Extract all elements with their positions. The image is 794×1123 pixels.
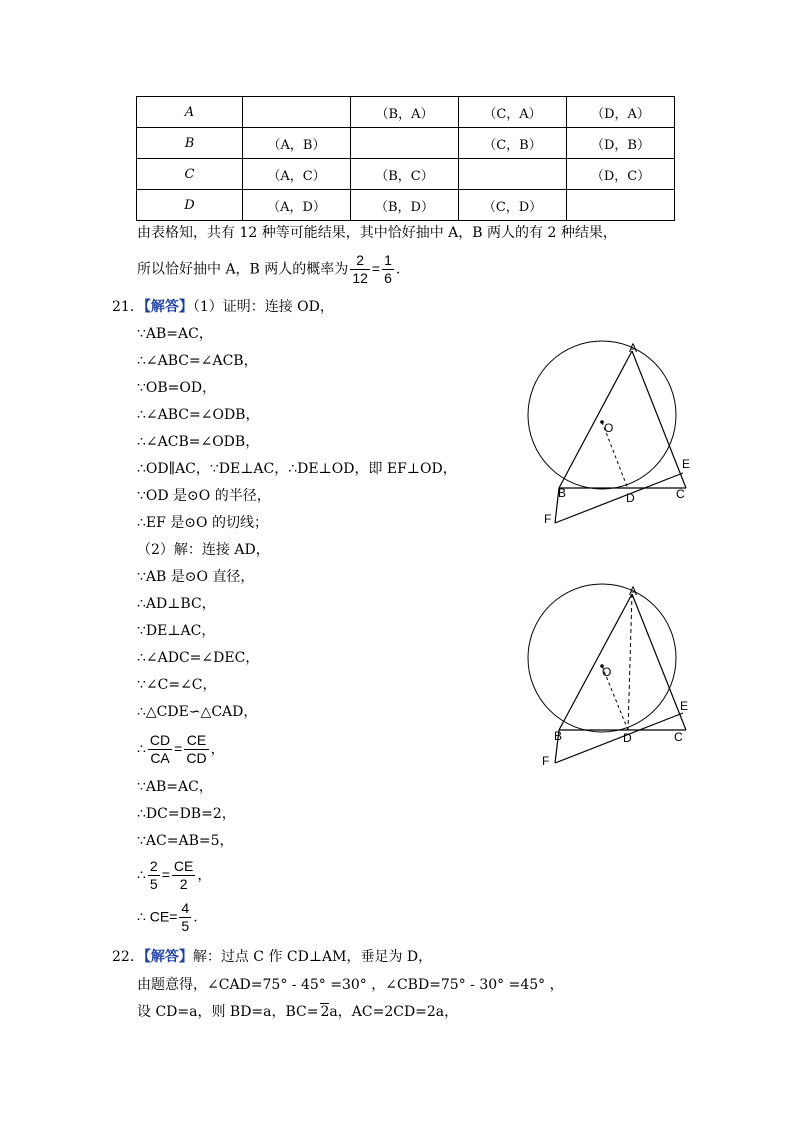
segment-ac [632,351,686,488]
fraction-cd-ca [148,732,172,767]
proof-step: ∴OD∥AC，∵DE⊥AC，∴DE⊥OD，即 EF⊥OD， [137,461,457,477]
label-b: B [554,729,563,743]
fraction-numerator: CE [184,732,208,750]
table-cell: （A，B） [243,128,351,159]
proof-step: ∵AB=AC， [137,779,213,795]
row-header-cell: D [137,190,243,221]
comma: ， [197,867,212,884]
proof-step: ∴∠ABC=∠ODB， [137,407,260,423]
fraction-denominator: CD [186,750,207,766]
label-c: C [674,730,683,744]
ratio-cd-ca [137,732,225,767]
segment-ac [632,594,689,730]
table-cell: （B，A） [351,97,459,128]
table-row [137,159,675,190]
segment-ab [559,351,632,488]
answer-tag: 【解答】 [143,949,193,965]
fraction-denominator: CA [150,750,170,766]
segment-ab [559,594,632,730]
table-cell: （D，A） [567,97,675,128]
fraction-numerator: CE [173,858,194,874]
fraction-numerator: 1 [384,252,392,268]
proof-step: ∴∠ABC=∠ACB， [137,353,258,369]
proof-step: ∵DE⊥AC， [137,623,216,639]
equals-sign: = [371,260,381,277]
probability-sentence [137,252,400,287]
proof-step: ∵AC=AB=5， [137,833,234,849]
q22-intro: 解：过点 C 作 CD⊥AM，垂足为 D， [192,949,433,965]
sqrt-2: 2 [320,1004,330,1020]
table-cell [459,159,567,190]
circle-o [528,341,676,489]
table-cell: （C，A） [459,97,567,128]
therefore-sign: ∴ [137,867,146,884]
proof-step: ∴EF 是⊙O 的切线； [137,515,268,531]
proof-step: ∴DC=DB=2， [137,806,236,822]
table-cell: （C，B） [459,128,567,159]
fraction-1-6 [382,252,394,287]
fraction-denominator: 12 [352,270,368,286]
ce-equals: ∴ CE= [137,908,178,925]
proof-step: ∵AB=AC， [137,326,213,342]
figure-2-circle-tangent [520,582,700,772]
proof-step: ∴∠ADC=∠DEC， [137,650,260,666]
table-row [137,97,675,128]
table-cell: （D，B） [567,128,675,159]
label-f: F [542,754,550,768]
answer-tag: 【解答】 [143,299,193,315]
row-header-cell: B [137,128,243,159]
fraction-numerator: 2 [350,252,370,270]
label-d: D [623,731,632,745]
question-21-heading [112,296,334,316]
fraction-ce-2 [172,858,195,893]
table-cell [351,128,459,159]
q22-angles: 由题意得，∠CAD=75° - 45° =30° ，∠CBD=75° - 30° =45° ， [137,977,564,993]
fraction-denominator: 5 [149,876,158,892]
proof-step: ∴△CDE∽△CAD， [137,704,258,720]
line-ef [555,473,683,523]
question-number: 22． [112,949,144,965]
table-cell [243,97,351,128]
fraction-numerator: 4 [181,900,190,916]
table-cell: （C，D） [459,190,567,221]
label-a: A [629,584,638,598]
row-header-cell: A [137,97,243,128]
fraction-numerator: 2 [149,858,158,874]
proof-step: ∴∠ACB=∠ODB， [137,434,260,450]
table-cell: （A，D） [243,190,351,221]
question-22-heading [112,946,432,966]
fraction-denominator: 5 [181,918,190,934]
outcome-table [136,96,675,221]
label-e: E [680,699,689,713]
q22-lengths [137,1001,458,1021]
circle-o [528,584,676,732]
table-row [137,190,675,221]
proof-step: ∵∠C=∠C， [137,677,217,693]
table-cell: （D，C） [567,159,675,190]
q22-lengths-a: 设 CD=a，则 BD=a，BC= [137,1004,319,1020]
table-cell: （A，C） [243,159,351,190]
fraction-4-5 [179,900,191,935]
label-b: B [558,486,567,500]
label-e: E [682,457,691,471]
fraction-ce-cd [184,732,208,767]
equals-sign: = [174,740,183,757]
figure-1-circle-tangent [520,340,700,530]
proof-step: ∵OD 是⊙O 的半径， [137,488,271,504]
period: . [193,909,198,926]
table-cell [567,190,675,221]
q22-lengths-b: a，AC=2CD=2a， [329,1004,459,1020]
label-f: F [544,512,552,526]
row-header-cell: C [137,159,243,190]
ratio-2-5 [137,858,211,893]
fraction-denominator: 6 [384,270,392,286]
table-row [137,128,675,159]
label-d: D [626,491,635,505]
fraction-denominator: 2 [179,876,188,892]
segment-ad-dashed [628,594,632,730]
label-o: O [604,421,614,435]
label-c: C [676,487,685,501]
proof-step: ∵AB 是⊙O 直径， [137,569,255,585]
question-number: 21． [112,299,144,315]
proof-step: （2）解：连接 AD， [137,542,270,558]
table-cell: （B，C） [351,159,459,190]
proof-step: ∴AD⊥BC， [137,596,216,612]
comma: ， [210,741,225,758]
label-a: A [629,341,638,355]
fraction-numerator: CD [149,732,171,748]
table-cell: （B，D） [351,190,459,221]
proof-step: ∵OB=OD， [137,380,217,396]
equals-sign: = [161,866,170,883]
therefore-sign: ∴ [137,741,146,758]
fraction-2-12 [350,252,370,287]
part-1-intro: （1）证明：连接 OD， [192,299,334,315]
fraction-2-5 [148,858,160,893]
result-sentence: 由表格知，共有 12 种等可能结果，其中恰好抽中 A，B 两人的有 2 种结果， [137,225,617,241]
line-ef [555,713,683,763]
probability-prefix: 所以恰好抽中 A，B 两人的概率为 [137,261,349,278]
ce-result [137,900,198,935]
period: . [395,261,401,278]
label-o: O [602,665,612,679]
